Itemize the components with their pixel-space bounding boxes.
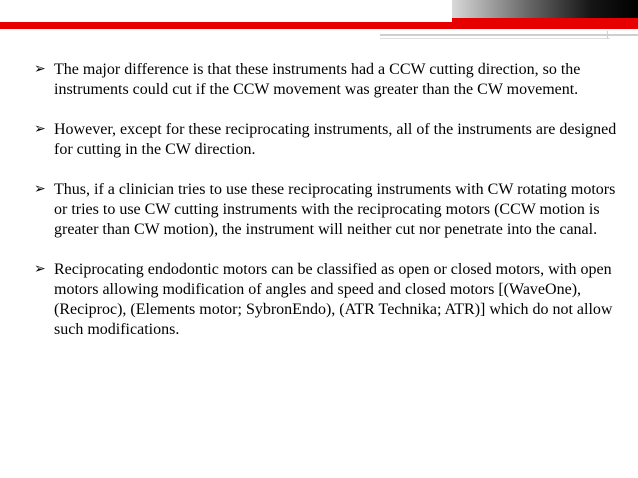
bullet-item bbox=[22, 60, 618, 100]
header-red-stripe-right bbox=[452, 18, 638, 29]
bullet-text: Reciprocating endodontic motors can be classified as open or closed motors, with open motors allowing modification of angles and speed and closed motors [(WaveOne), (Reciproc), (Elements motor; SybronEndo), (ATR Technika; ATR)] which do not allow such modifications. bbox=[54, 261, 613, 338]
decorative-tick bbox=[607, 31, 608, 39]
decorative-line bbox=[380, 34, 638, 36]
slide-header-band bbox=[0, 0, 638, 32]
header-dark-gradient bbox=[452, 0, 638, 18]
slide-body bbox=[22, 60, 618, 360]
bullet-text: Thus, if a clinician tries to use these reciprocating instruments with CW rotating motors or tries to use CW cutting instruments with the reciprocating motors (CCW motion is greater than CW motion), the instrument will neither cut nor penetrate into the canal. bbox=[54, 181, 616, 238]
header-divider bbox=[0, 29, 638, 32]
bullet-text: The major difference is that these instruments had a CCW cutting direction, so the instruments could cut if the CCW movement was greater than the CW movement. bbox=[54, 61, 581, 98]
arrow-bullet-icon: ➢ bbox=[34, 62, 46, 77]
arrow-bullet-icon: ➢ bbox=[34, 262, 46, 277]
arrow-bullet-icon: ➢ bbox=[34, 182, 46, 197]
bullet-item bbox=[22, 120, 618, 160]
bullet-item bbox=[22, 260, 618, 340]
decorative-line bbox=[380, 38, 610, 39]
bullet-text: However, except for these reciprocating instruments, all of the instruments are designed for cutting in the CW direction. bbox=[54, 121, 617, 158]
bullet-item bbox=[22, 180, 618, 240]
arrow-bullet-icon: ➢ bbox=[34, 122, 46, 137]
